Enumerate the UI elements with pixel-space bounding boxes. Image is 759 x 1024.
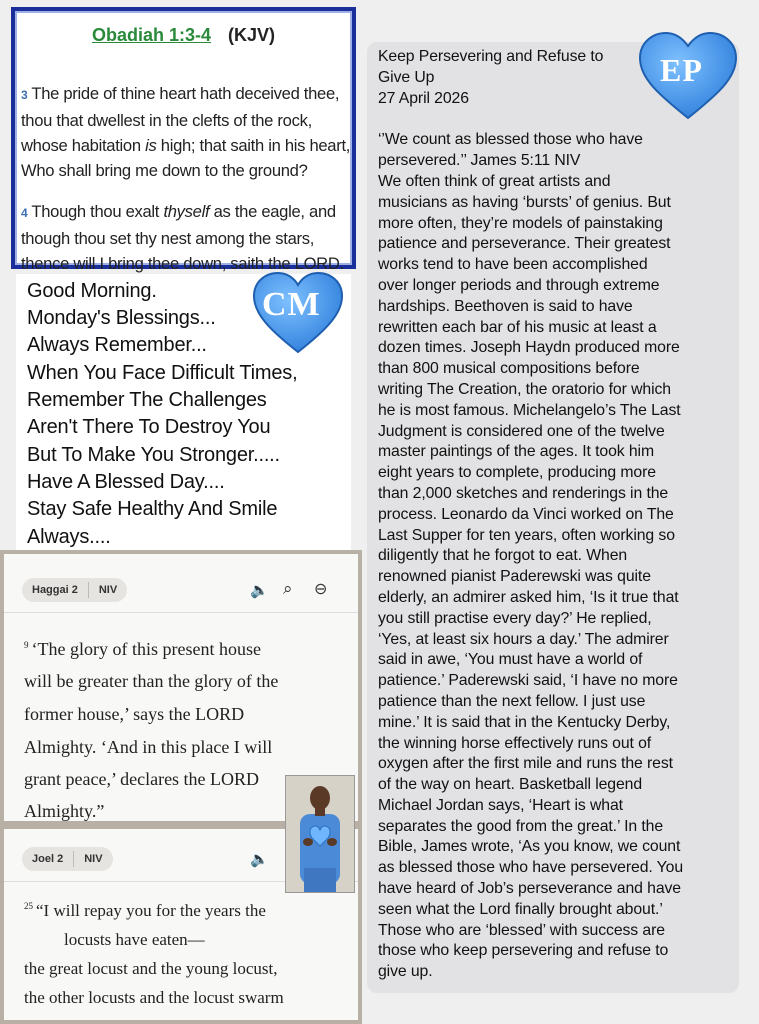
greeting-line: Have A Blessed Day.... — [27, 471, 225, 493]
cm-label: CM — [262, 286, 321, 323]
book-chapter[interactable]: Haggai 2 — [32, 584, 78, 596]
audio-icon[interactable]: 🔈 — [250, 851, 269, 868]
verse-number: 9 — [24, 640, 29, 650]
message-line: works tend to have been accomplished — [378, 256, 648, 274]
message-line: Last Supper for ten years, often working so — [378, 526, 675, 544]
message-line: rewritten each bar of his music at least a — [378, 318, 657, 336]
message-line: of the way on heart. Basketball legend — [378, 776, 643, 794]
message-line: We often think of great artists and — [378, 172, 611, 190]
greeting-line: Always Remember... — [27, 334, 207, 356]
message-line: Bible, James wrote, ‘As you know, we count — [378, 838, 681, 856]
message-line: than 800 musical compositions before — [378, 360, 640, 378]
message-line: the winning horse effectively runs out of — [378, 734, 652, 752]
verse-line: thence will I bring thee down, saith the LORD. — [21, 254, 344, 273]
message-line: Michael Jordan says, ‘Heart is what — [378, 796, 623, 814]
message-line: hardships. Beethoven is said to have — [378, 297, 633, 315]
verse-line: though thou set thy nest among the stars, — [21, 229, 315, 248]
message-line: Those who are ‘blessed’ with success are — [378, 921, 665, 939]
greeting-line: Stay Safe Healthy And Smile — [27, 498, 278, 520]
verse-line: thou that dwellest in the clefts of the rock, — [21, 111, 312, 130]
message-line: patience than the next fellow. I just use — [378, 692, 646, 710]
scripture-line: Almighty.” — [24, 801, 105, 821]
haggai-reference-pill[interactable] — [22, 578, 127, 602]
scripture-line: the other locusts and the locust swarm — [24, 988, 284, 1007]
ep-label: EP — [660, 52, 703, 88]
message-line: elderly, an admirer asked him, ‘Is it true that — [378, 588, 679, 606]
message-line: diligently that he forgot to eat. When — [378, 547, 628, 565]
verse-line: Who shall bring me down to the ground? — [21, 161, 308, 180]
joel-reference-pill[interactable] — [22, 847, 113, 871]
message-line: patience and perseverance. Their greatest — [378, 235, 671, 253]
greeting-line: But To Make You Stronger..... — [27, 444, 280, 466]
ep-heart-icon — [636, 30, 740, 122]
greeting-line: Remember The Challenges — [27, 389, 267, 411]
message-body — [378, 130, 734, 983]
person-video-thumbnail[interactable] — [285, 775, 355, 893]
message-line: ‘Yes, at least six hours a day.’ The admirer — [378, 630, 669, 648]
greeting-line: When You Face Difficult Times, — [27, 362, 298, 384]
scripture-line — [24, 901, 266, 921]
bible-version[interactable]: NIV — [98, 584, 118, 596]
message-line: than 2,000 sketches and renderings in the — [378, 484, 669, 502]
message-line: you still practise every day?’ He replied, — [378, 609, 652, 627]
verse-line: The pride of thine heart hath deceived thee, — [31, 84, 340, 103]
message-line: have heard of Job’s perseverance and have — [378, 880, 681, 898]
scripture-line: will be greater than the glory of the — [24, 671, 279, 691]
message-line: as blessed those who have persevered. You — [378, 859, 684, 877]
message-line: musicians as having ‘bursts’ of genius. But — [378, 193, 671, 211]
devotional-message-text — [378, 47, 734, 983]
message-line: said in awe, ‘You must have a world of — [378, 651, 643, 669]
audio-icon[interactable]: 🔈 — [250, 582, 269, 599]
scripture-text: “I will repay you for the years the — [36, 901, 266, 920]
bible-version[interactable]: NIV — [84, 853, 103, 865]
message-line: dozen times. Joseph Haydn produced more — [378, 339, 680, 357]
message-line: ‘’We count as blessed those who have — [378, 131, 643, 149]
message-line: more often, they’re models of painstaking — [378, 214, 663, 232]
scripture-line: grant peace,’ declares the LORD — [24, 769, 260, 789]
message-line: persevered.’’ James 5:11 NIV — [378, 152, 581, 170]
message-line: separates the good from the great.’ In the — [378, 817, 664, 835]
message-line: renowned pianist Paderewski was quite — [378, 568, 651, 586]
message-title: Give Up — [378, 68, 435, 86]
verse-line: Though thou exalt thyself as the eagle, and — [31, 202, 336, 221]
message-line: mine.’ It is said that in the Kentucky Derby, — [378, 713, 671, 731]
cm-heart-icon — [250, 270, 346, 356]
obadiah-verse-3 — [21, 81, 351, 183]
message-line: process. Leonardo da Vinci worked on The — [378, 505, 674, 523]
book-chapter[interactable]: Joel 2 — [32, 853, 64, 865]
message-line: those who keep persevering and refuse to — [378, 942, 669, 960]
message-line: writing The Creation, the oratorio for which — [378, 380, 671, 398]
person-illustration — [286, 776, 354, 892]
scripture-line: locusts have eaten— — [64, 930, 205, 949]
scripture-line: Almighty. ‘And in this place I will — [24, 737, 273, 757]
message-line: over longer periods and through extreme — [378, 276, 660, 294]
message-line: oxygen after the first mile and runs the rest — [378, 755, 673, 773]
scripture-line — [24, 639, 261, 660]
greeting-line: Aren't There To Destroy You — [27, 416, 271, 438]
search-icon[interactable]: ⌕ — [283, 579, 293, 598]
greeting-line: Monday's Blessings... — [27, 307, 216, 329]
verse-number: 25 — [24, 901, 33, 912]
message-line: seen what the Lord finally brought about.’ — [378, 900, 663, 918]
scripture-text: ‘The glory of this present house — [31, 639, 261, 659]
message-line: give up. — [378, 963, 433, 981]
message-line: Judgment is considered one of the twelve — [378, 422, 665, 440]
message-title: Keep Persevering and Refuse to — [378, 48, 604, 65]
verse-line: whose habitation is high; that saith in his heart, — [21, 136, 351, 155]
message-line: master paintings of the ages. It took him — [378, 443, 655, 461]
message-line: he is most famous. Michelangelo’s The Last — [378, 401, 681, 419]
message-date: 27 April 2026 — [378, 89, 469, 107]
obadiah-verse-4 — [21, 199, 351, 276]
message-line: eight years to complete, producing more — [378, 464, 656, 482]
more-options-icon[interactable]: ⊖ — [314, 581, 328, 598]
scripture-line: the great locust and the young locust, — [24, 959, 278, 978]
greeting-line: Always.... — [27, 526, 111, 548]
scripture-line: former house,’ says the LORD — [24, 704, 245, 724]
verse-number: 3 — [21, 88, 28, 102]
obadiah-reference-link[interactable]: Obadiah 1:3-4 — [91, 25, 211, 45]
obadiah-version: (KJV) — [228, 25, 276, 45]
greeting-line: Good Morning. — [27, 280, 157, 302]
message-line: patience.’ Paderewski said, ‘I have no more — [378, 672, 678, 690]
verse-number: 4 — [21, 206, 28, 220]
header-divider — [4, 612, 358, 613]
obadiah-header — [15, 25, 352, 46]
obadiah-scripture-card — [11, 7, 356, 273]
